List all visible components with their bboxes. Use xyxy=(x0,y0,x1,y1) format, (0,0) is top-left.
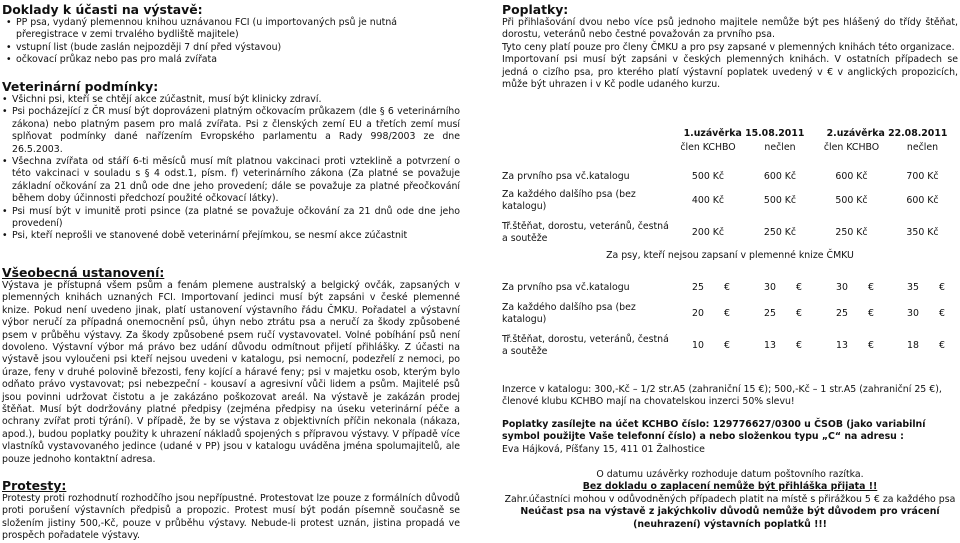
list-item: • PP psa, vydaný plemennou knihou uznávanou FCI (u importovaných psů je nutná přeregistrace v zemi trvalého bydliště majitele) xyxy=(16,17,460,42)
fee-cell: 25 xyxy=(764,307,776,319)
zaver-warning: Bez dokladu o zaplacení nemůže být přihláška přijata !! xyxy=(582,481,878,493)
euro-sign: € xyxy=(939,307,945,319)
fee-cell: 25 xyxy=(836,307,848,319)
euro-sign: € xyxy=(868,339,874,351)
list-item: • Všichni psi, kteří se chtějí akce zúčastnit, musí být klinicky zdraví. xyxy=(12,94,460,106)
table-row xyxy=(502,330,958,362)
inzerce-line: členové klubu KCHBO mají na chovatelskou inzerci 50% slevu! xyxy=(502,396,795,408)
euro-sign: € xyxy=(868,307,874,319)
fee-cell: 350 Kč xyxy=(906,226,939,238)
list-item: • Psi musí být v imunitě proti psince (za platné se považuje očkování za 21 dnů ode dne jeho provedení) xyxy=(12,206,460,231)
row-label: Tř.štěňat, dorostu, veteránů, čestná a soutěže xyxy=(502,220,669,244)
subheader-cell: nečlen xyxy=(764,141,796,153)
table-row xyxy=(502,185,958,217)
poplatky-p1: Při přihlašování dvou nebo více psů jednoho majitele nemůže být pes hlášený do třídy štěňat, dorostu, veteránů nebo čestné považován za prvního psa. xyxy=(502,17,958,41)
subheader-cell: člen KCHBO xyxy=(680,141,736,153)
section-inzerce xyxy=(502,384,958,409)
fee-cell: 250 Kč xyxy=(835,226,868,238)
fee-cell: 500 Kč xyxy=(691,170,725,182)
list-item: • Psi, kteří neprošli ve stanovené době veterinární přejímkou, se nesmí akce zúčastnit xyxy=(12,230,460,242)
row-label: Za prvního psa vč.katalogu xyxy=(502,170,630,182)
platba-line: symbol použijte Vaše telefonní číslo) a nebo složenkou typu „C“ na adresu : xyxy=(502,431,904,443)
zaver-line: Neúčast psa na výstavě z jakýchkoliv důvodů nemůže být důvodem pro vrácení xyxy=(520,506,940,518)
euro-sign: € xyxy=(796,339,802,351)
subheader-cell: nečlen xyxy=(906,141,939,153)
row-label: Za prvního psa vč.katalogu xyxy=(502,281,630,293)
vseobecna-title: Všeobecná ustanovení: xyxy=(2,265,165,280)
poplatky-p3: Importovaní psi musí být zapsáni v českých plemenných knihách. V ostatních případech se jedná o cizího psa, pro kterého platí výstavní poplatek uvedený v € v anglických propozicích, může být uhrazen i v Kč podle udaného kurzu. xyxy=(502,54,958,91)
fee-cell: 18 xyxy=(907,339,919,351)
zaver-line: O datumu uzávěrky rozhoduje datum poštovního razítka. xyxy=(596,469,864,480)
euro-sign: € xyxy=(868,281,874,293)
euro-sign: € xyxy=(724,281,730,293)
poplatky-title: Poplatky: xyxy=(502,2,569,17)
zaver-line: (neuhrazení) výstavních poplatků !!! xyxy=(633,518,827,530)
fee-cell: 500 Kč xyxy=(835,194,868,206)
fee-cell: 10 xyxy=(692,339,704,351)
protesty-title: Protesty: xyxy=(2,478,67,493)
section-vseobecna xyxy=(2,265,460,466)
section-doklady xyxy=(2,2,460,67)
subheader-cell: člen KCHBO xyxy=(823,141,880,153)
deadline-2: 2.uzávěrka 22.08.2011 xyxy=(826,128,948,140)
eur-caption: Za psy, kteří nejsou zapsaní v plemenné knize ČMKU xyxy=(606,250,854,261)
fee-cell: 500 Kč xyxy=(763,194,797,206)
poplatky-p2: Tyto ceny platí pouze pro členy ČMKU a pro psy zapsané v plemenných knihách této organizace. xyxy=(502,41,955,53)
fee-cell: 35 xyxy=(907,281,919,293)
fee-cell: 25 xyxy=(692,281,704,293)
vseobecna-text: Výstava je přístupná všem psům a fenám plemene australský a belgický ovčák, zapsaných v plemenných knihách uznaných FCI. Importovaní jedinci musí být zapsáni v české plemenné knize. Pokud není uvedeno jinak, platí ustanovení výstavního řádu ČMKU. Pořadatel a výstavní výbor neručí za případná onemocnění psů, úhyn nebo ztrátu psa a neručí za škody způsobené psem v průběhu výstavy. Za škody způsobené psem ručí vystavovatel. Volné pobíhání psů není dovoleno. Výstavní výbor má právo bez udání důvodu odmítnout přijetí přihlášky. Z účasti na výstavě jsou vyloučeni psi kteří nejsou uvedeni v katalogu, psi nemocní, podezřelí z nemoci, po úraze, feny v druhé polovině březosti, feny kojící a háravé feny; psi v majetku osob, kterým bylo odňato právo vystavovat; psi nebezpeční - kousaví a agresivní vůči lidem a psům. Majitelé psů jsou povinni udržovat čistotu a je zakázáno poškozovat areál. Na výstavě je zakázán prodej štěňat. Musí být dodržovány platné předpisy (zejména předpisy na úseku veterinární péče a ochrany zvířat proti týrání). V případě, že by se výstava z objektivních příčin nekonala (nákaza, apod.), budou poplatky použity k uhrazení nákladů spojených s přípravou výstavy. V případě více vlastníků vystavovaného jedince (udané v PP) jsou v katalogu uváděna jména spolumajitelů, ale pouze jednoho kontaktní adresa. xyxy=(2,280,460,465)
inzerce-line: Inzerce v katalogu: 300,-Kč – 1/2 str.A5 (zahraniční 15 €); 500,-Kč – 1 str.A5 (zahraniční 25 €), xyxy=(502,384,942,395)
fee-cell: 400 Kč xyxy=(691,194,725,206)
row-label: Tř.štěňat, dorostu, veteránů, čestná a soutěže xyxy=(502,333,669,357)
protesty-text: Protesty proti rozhodnutí rozhodčího jsou nepřípustné. Protestovat lze pouze z formálních důvodů proti porušení výstavních předpisů a propozic. Protest musí být podán písemně současně se složením jistiny 500,-Kč, pouze v průběhu výstavy. Nebude-li protest uznán, jistina propadá ve prospěch pořadatele výstavy. xyxy=(2,493,460,542)
fee-table-eur xyxy=(502,278,958,362)
fee-cell: 600 Kč xyxy=(906,194,939,206)
fee-cell: 700 Kč xyxy=(906,170,939,182)
section-platba xyxy=(502,419,958,456)
list-item: • očkovací průkaz nebo pas pro malá zvířata xyxy=(16,54,460,66)
deadline-1: 1.uzávěrka 15.08.2011 xyxy=(683,128,805,140)
euro-sign: € xyxy=(796,307,802,319)
zaver-line: Zahr.účastníci mohou v odůvodněných případech platit na místě s přirážkou 5 € za každého psa xyxy=(504,493,956,505)
euro-sign: € xyxy=(939,339,945,351)
section-vet xyxy=(2,79,460,243)
euro-sign: € xyxy=(796,281,802,293)
fee-cell: 250 Kč xyxy=(763,226,797,238)
list-item: • vstupní list (bude zaslán nejpozději 7 dní před výstavou) xyxy=(16,42,460,54)
fee-table-czk xyxy=(502,128,958,249)
fee-cell: 13 xyxy=(764,339,776,351)
fee-cell: 30 xyxy=(907,307,919,319)
list-item: • Psi pocházející z ČR musí být doprovázeni platným očkovacím průkazem (dle § 6 veterinárního zákona) nebo platným pasem pro malá zvířata. Psi z členských zemí EU a třetích zemí musí splňovat podmínky dané nařízením Evropského parlamentu a Rady 998/2003 ze dne 26.5.2003. xyxy=(12,106,460,156)
table-row xyxy=(502,298,958,330)
fee-cell: 20 xyxy=(692,307,704,319)
row-label: Za každého dalšího psa (bez katalogu) xyxy=(502,188,636,212)
euro-sign: € xyxy=(724,307,730,319)
vet-title: Veterinární podmínky: xyxy=(2,79,159,94)
fee-cell: 13 xyxy=(836,339,848,351)
list-item: • Všechna zvířata od stáří 6-ti měsíců musí mít platnou vakcinaci proti vzteklině a potvrzení o této vakcinaci v souladu s § 4 odst.1, písm. f) veterinárního zákona (Za platné se považuje základní očkování za 21 dnů ode dne jeho provedení; dále se považuje za platné přeočkování během doby účinnosti předchozí použité očkovací látky). xyxy=(12,156,460,206)
fee-cell: 30 xyxy=(836,281,848,293)
table-row xyxy=(502,278,958,298)
fee-cell: 200 Kč xyxy=(691,226,725,238)
vet-list xyxy=(2,94,460,243)
section-protesty xyxy=(2,478,460,543)
euro-sign: € xyxy=(939,281,945,293)
doklady-title: Doklady k účasti na výstavě: xyxy=(2,2,203,17)
table-row xyxy=(502,217,958,249)
euro-sign: € xyxy=(724,339,730,351)
platba-address: Eva Hájková, Píšťany 15, 411 01 Žalhostice xyxy=(502,443,705,455)
row-label: Za každého dalšího psa (bez katalogu) xyxy=(502,301,636,325)
table-row xyxy=(502,169,958,185)
section-zaver xyxy=(502,469,958,531)
platba-line: Poplatky zasílejte na účet KCHBO číslo: 129776627/0300 u ČSOB (jako variabilní xyxy=(502,419,926,430)
doklady-list xyxy=(2,17,460,67)
fee-cell: 600 Kč xyxy=(763,170,797,182)
fee-cell: 30 xyxy=(764,281,776,293)
fee-cell: 600 Kč xyxy=(835,170,868,182)
section-poplatky xyxy=(502,2,958,91)
